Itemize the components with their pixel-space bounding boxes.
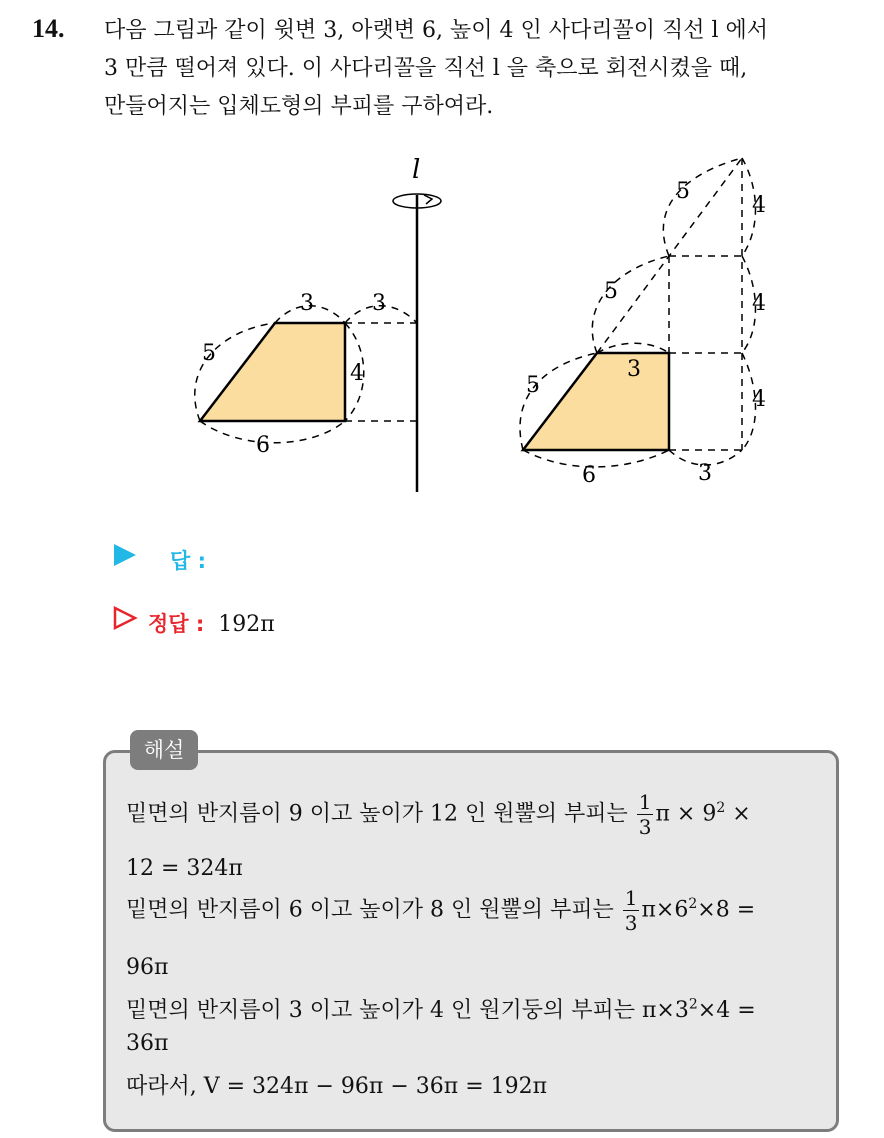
label-low-slant: 5	[526, 373, 540, 398]
solution-line-7: 따라서, V = 324π − 96π − 36π = 192π	[126, 1074, 548, 1099]
question-line: 다음 그림과 같이 윗변 3, 아랫변 6, 높이 4 인 사다리꼴이 직선 l 에서	[104, 18, 768, 43]
triangle-outline-icon	[110, 605, 140, 631]
label-height: 4	[350, 361, 364, 386]
trapezoid-right	[523, 353, 669, 450]
label-bottom-right: 6	[582, 463, 596, 488]
axis-label: l	[412, 155, 421, 185]
trapezoid-left	[200, 323, 345, 421]
fraction: $\frac{1}{3}$	[638, 790, 652, 839]
solution-tag: 해설	[130, 730, 198, 770]
label-mid-slant: 5	[604, 279, 618, 304]
question-text	[104, 12, 864, 126]
label-mid-height: 4	[752, 291, 766, 316]
solution-line-1: 밑면의 반지름이 9 이고 높이가 12 인 원뿔의 부피는 $\frac{1}{3}$ $\pi \times 9^2$ ×	[126, 790, 751, 839]
question-line: 만들어지는 입체도형의 부피를 구하여라.	[104, 94, 494, 119]
label-top-slant: 5	[676, 179, 690, 204]
solution-line-5: 밑면의 반지름이 3 이고 높이가 4 인 원기둥의 부피는 $\pi\times 3^2\times 4$ =	[126, 996, 756, 1023]
correct-value: 192π	[218, 612, 275, 637]
triangle-solid-icon	[110, 542, 140, 568]
solution-line-3: 밑면의 반지름이 6 이고 높이가 8 인 원뿔의 부피는 $\frac{1}{3}$ $\pi\times 6^2\times 8$ =	[126, 886, 756, 935]
label-slant: 5	[202, 341, 216, 366]
solution-line-4: 96π	[126, 955, 169, 980]
label-top: 3	[300, 291, 314, 316]
question-number: 14.	[32, 14, 65, 43]
solution-line-2: 12 = 324π	[126, 856, 243, 881]
fraction: $\frac{1}{3}$	[624, 886, 638, 935]
question-line: 3 만큼 떨어져 있다. 이 사다리꼴을 직선 l 을 축으로 회전시켰을 때,	[104, 56, 748, 81]
label-inner-top: 3	[627, 357, 641, 382]
answer-row	[110, 542, 220, 575]
solution-line-6: 36π	[126, 1031, 169, 1056]
rotation-figure	[180, 150, 800, 510]
label-bottom: 6	[256, 433, 270, 458]
answer-label: 답 :	[170, 549, 206, 573]
label-gap-right: 3	[698, 461, 712, 486]
correct-answer-row	[110, 605, 275, 638]
correct-label: 정답 :	[148, 612, 205, 636]
label-gap: 3	[372, 291, 386, 316]
label-top-height: 4	[752, 193, 766, 218]
label-low-height: 4	[752, 387, 766, 412]
